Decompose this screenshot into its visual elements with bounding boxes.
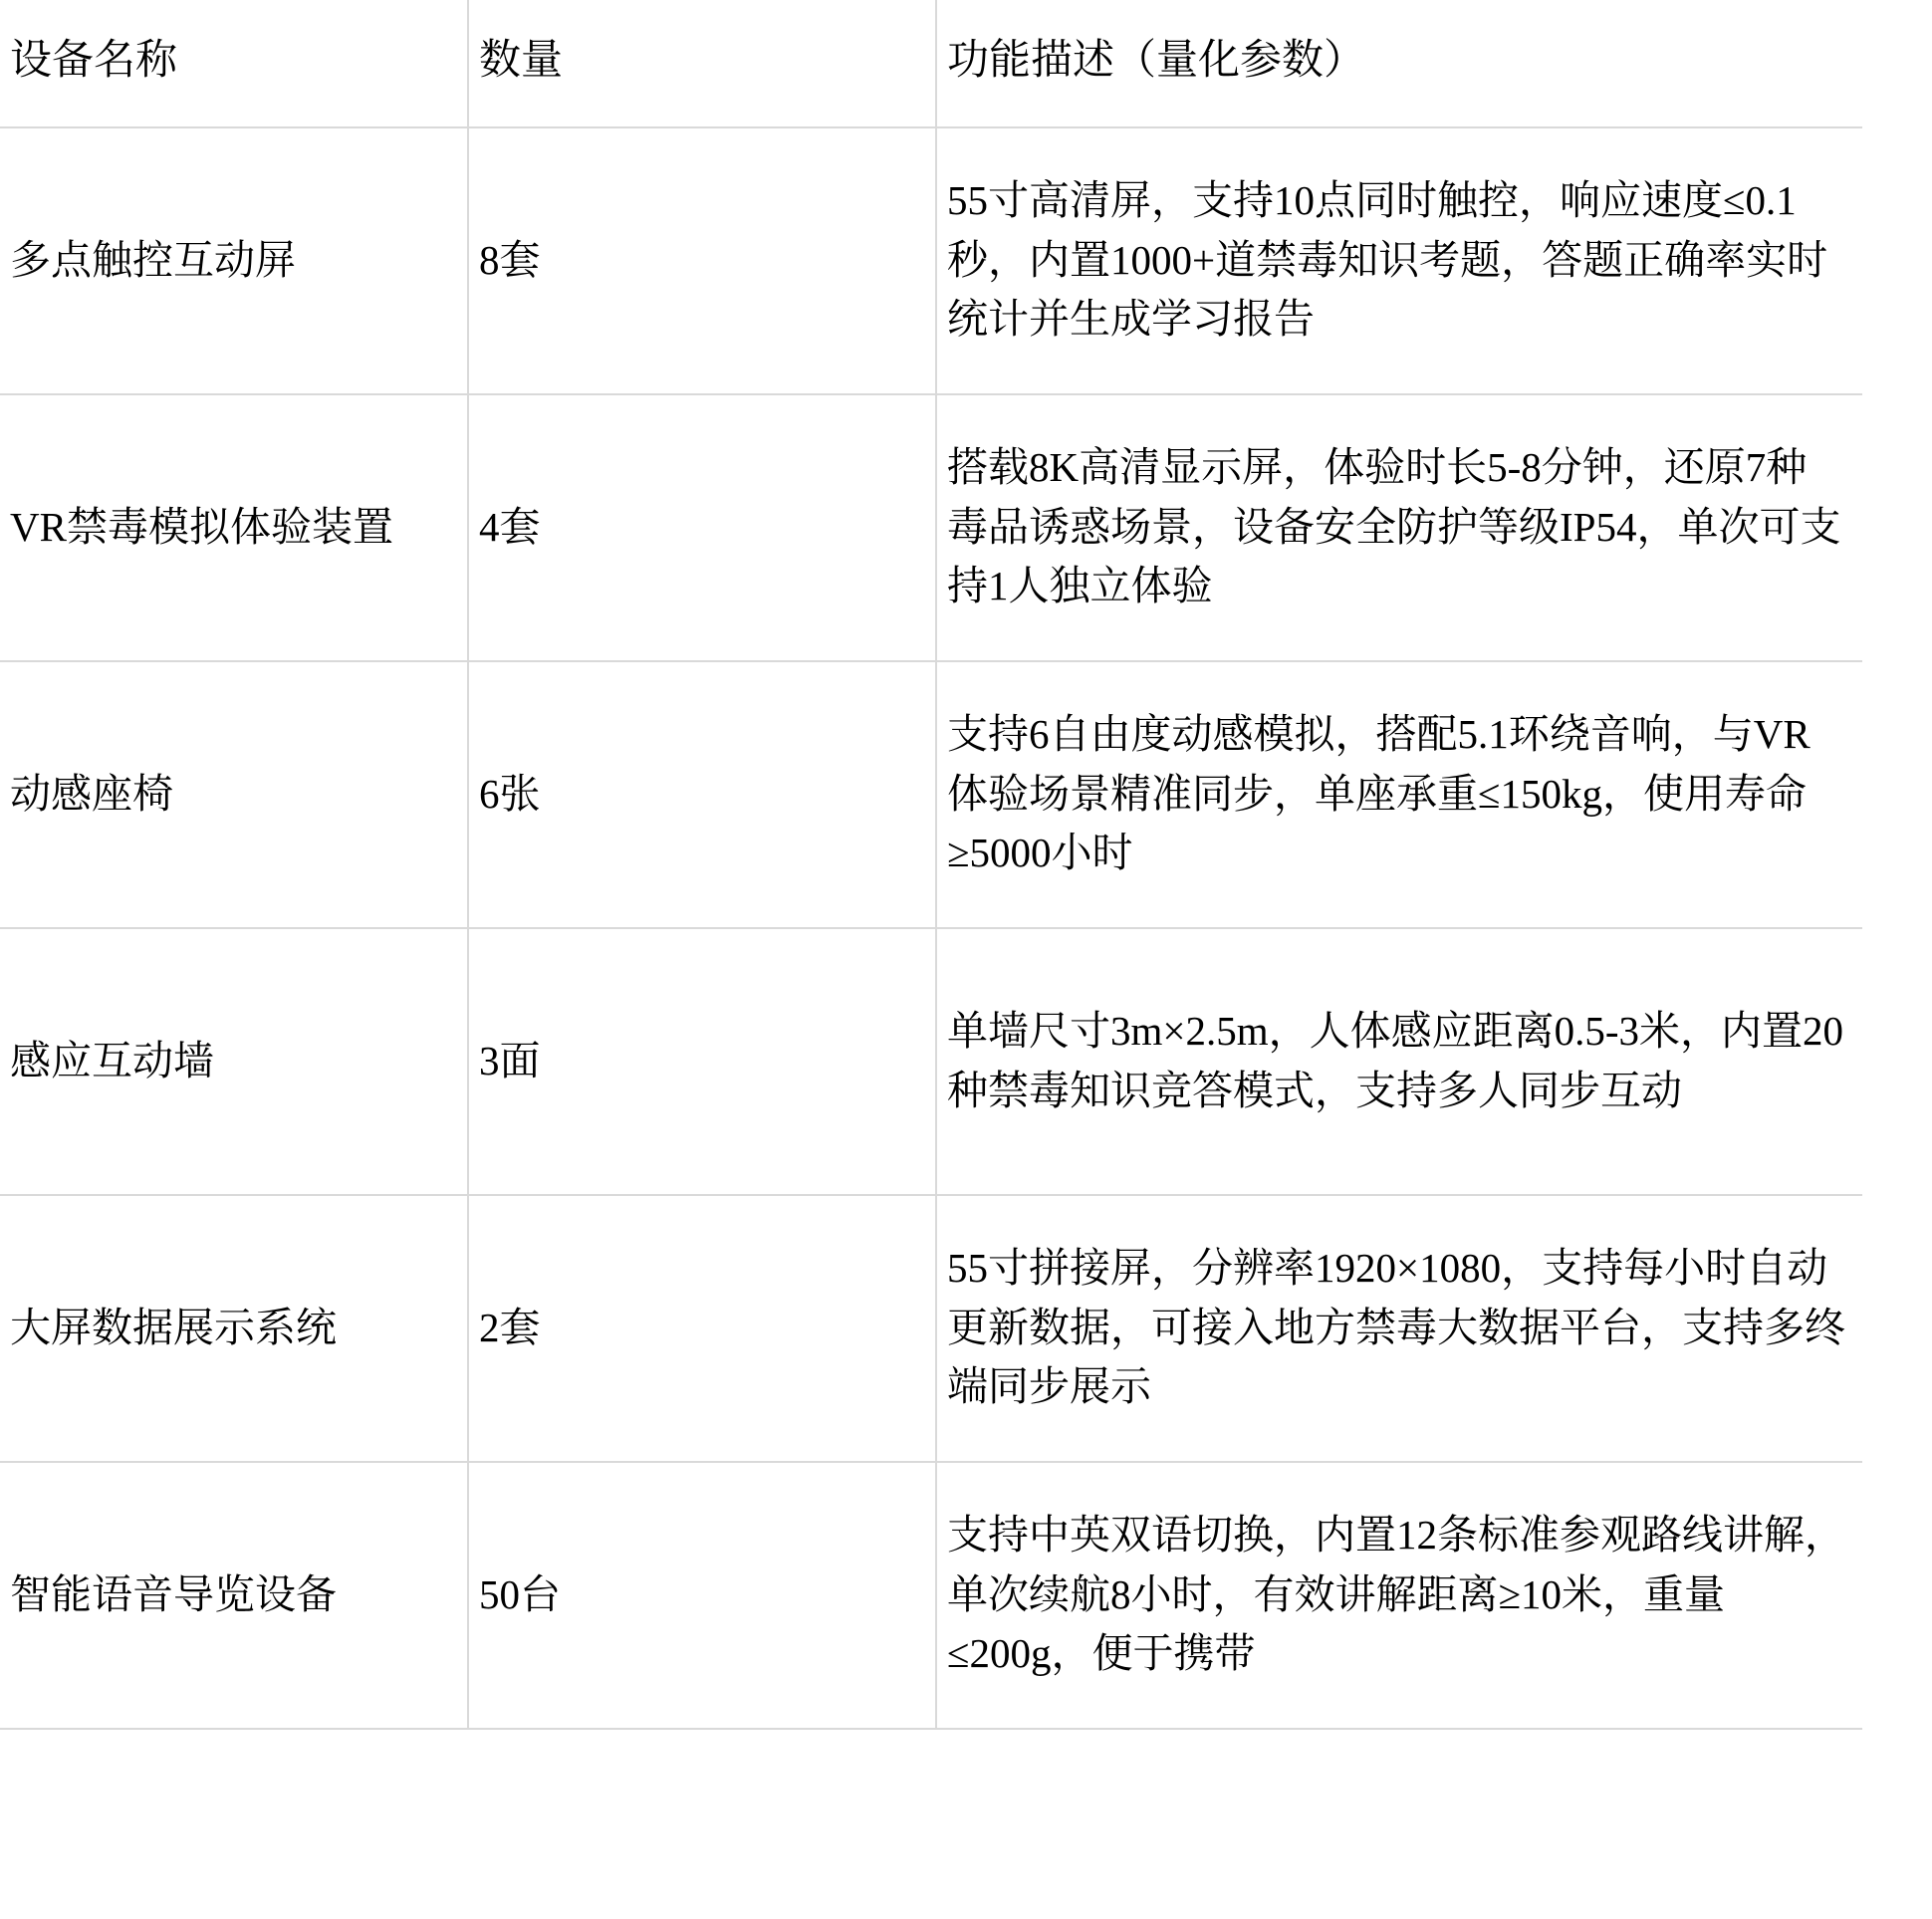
table-row (0, 928, 1862, 1195)
cell-quantity: 4套 (468, 394, 936, 661)
column-header-name: 设备名称 (0, 0, 468, 127)
cell-description: 搭载8K高清显示屏，体验时长5-8分钟，还原7种毒品诱惑场景，设备安全防护等级IP54，单次可支持1人独立体验 (936, 394, 1862, 661)
table-row (0, 1462, 1862, 1729)
table-header-row (0, 0, 1862, 127)
table-header (0, 0, 1862, 127)
cell-quantity: 3面 (468, 928, 936, 1195)
cell-quantity: 8套 (468, 127, 936, 394)
table-row (0, 661, 1862, 928)
table-row (0, 1195, 1862, 1462)
cell-quantity: 6张 (468, 661, 936, 928)
cell-equipment-name: 感应互动墙 (0, 928, 468, 1195)
cell-description: 支持中英双语切换，内置12条标准参观路线讲解，单次续航8小时，有效讲解距离≥10米，重量≤200g，便于携带 (936, 1462, 1862, 1729)
table-row (0, 127, 1862, 394)
cell-quantity: 50台 (468, 1462, 936, 1729)
cell-equipment-name: 大屏数据展示系统 (0, 1195, 468, 1462)
cell-description: 支持6自由度动感模拟，搭配5.1环绕音响，与VR体验场景精准同步，单座承重≤150kg，使用寿命≥5000小时 (936, 661, 1862, 928)
cell-description: 单墙尺寸3m×2.5m，人体感应距离0.5-3米，内置20种禁毒知识竞答模式，支持多人同步互动 (936, 928, 1862, 1195)
cell-equipment-name: 多点触控互动屏 (0, 127, 468, 394)
cell-equipment-name: 智能语音导览设备 (0, 1462, 468, 1729)
cell-equipment-name: VR禁毒模拟体验装置 (0, 394, 468, 661)
table-body (0, 127, 1862, 1729)
column-header-description: 功能描述（量化参数） (936, 0, 1862, 127)
cell-equipment-name: 动感座椅 (0, 661, 468, 928)
cell-quantity: 2套 (468, 1195, 936, 1462)
column-header-quantity: 数量 (468, 0, 936, 127)
table-row (0, 394, 1862, 661)
cell-description: 55寸拼接屏，分辨率1920×1080，支持每小时自动更新数据，可接入地方禁毒大数据平台，支持多终端同步展示 (936, 1195, 1862, 1462)
cell-description: 55寸高清屏，支持10点同时触控，响应速度≤0.1秒，内置1000+道禁毒知识考题，答题正确率实时统计并生成学习报告 (936, 127, 1862, 394)
